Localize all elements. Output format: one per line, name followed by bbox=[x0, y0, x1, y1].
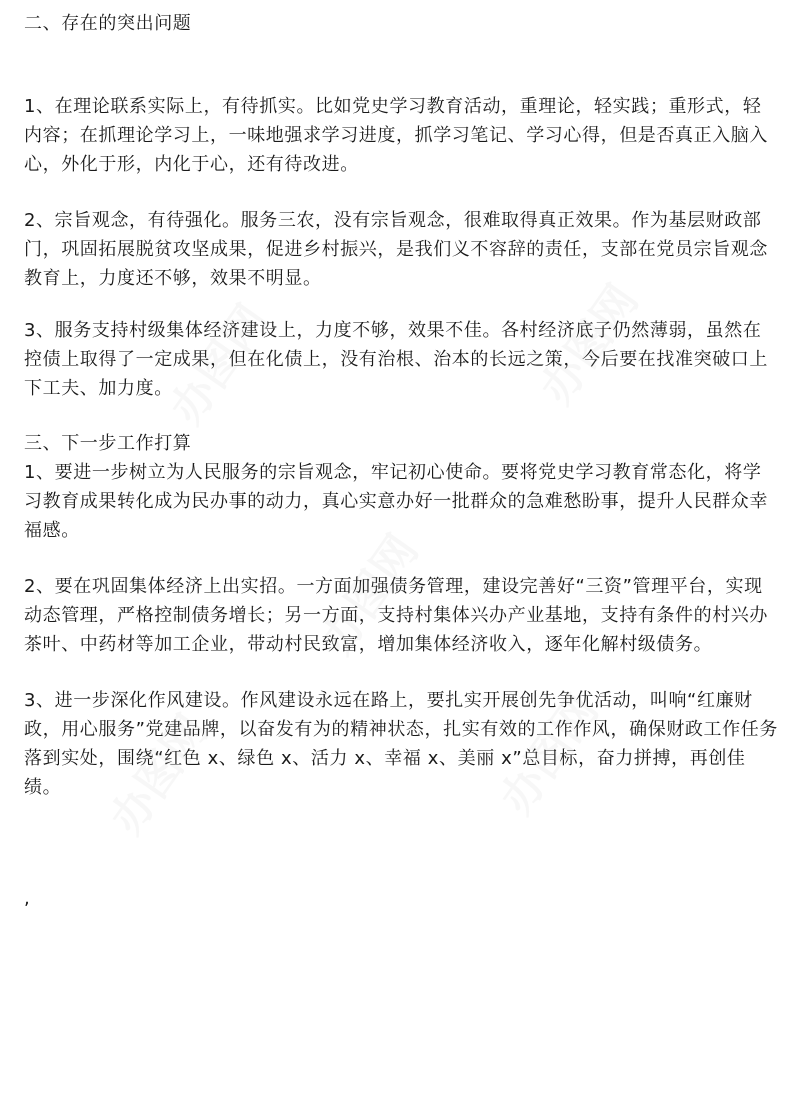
paragraph-problem-3: 3、服务支持村级集体经济建设上，力度不够，效果不佳。各村经济底子仍然薄弱，虽然在控债上取得了一定成果，但在化债上，没有治根、治本的长远之策，今后要在找准突破口上下工夫、加力度。 bbox=[24, 320, 768, 399]
watermark: 办图网 bbox=[490, 685, 609, 824]
paragraph-plan-2: 2、要在巩固集体经济上出实招。一方面加强债务管理，建设完善好“三资”管理平台，实现动态管理，严格控制债务增长；另一方面，支持村集体兴办产业基地，支持有条件的村兴办茶叶、中药材等加工企业，带动村民致富，增加集体经济收入，逐年化解村级债务。 bbox=[24, 576, 768, 655]
section-heading-problems: 二、存在的突出问题 bbox=[24, 13, 192, 34]
watermark: 办图网 bbox=[310, 525, 429, 664]
paragraph-plan-3: 3、进一步深化作风建设。作风建设永远在路上，要扎实开展创先争优活动，叫响“红廉财政，用心服务”党建品牌，以奋发有为的精神状态，扎实有效的工作作风，确保财政工作任务落到实处，围绕“红色 x、绿色 x、活力 x、幸福 x、美丽 x”总目标，奋力拼搏，再创佳绩。 bbox=[24, 690, 778, 798]
paragraph-problem-1: 1、在理论联系实际上，有待抓实。比如党史学习教育活动，重理论，轻实践；重形式，轻内容；在抓理论学习上，一味地强求学习进度，抓学习笔记、学习心得，但是否真正入脑入心，外化于形，内化于心，还有待改进。 bbox=[24, 96, 768, 175]
watermark: 办图网 bbox=[100, 705, 219, 844]
trailing-mark: , bbox=[24, 888, 31, 909]
watermark: 办图网 bbox=[160, 295, 279, 434]
paragraph-problem-2: 2、宗旨观念，有待强化。服务三农，没有宗旨观念，很难取得真正效果。作为基层财政部门，巩固拓展脱贫攻坚成果，促进乡村振兴，是我们义不容辞的责任，支部在党员宗旨观念教育上，力度还不够，效果不明显。 bbox=[24, 210, 768, 289]
cutoff-line bbox=[24, 0, 784, 2]
watermark: 办图网 bbox=[530, 275, 649, 414]
paragraph-plan-1: 1、要进一步树立为人民服务的宗旨观念，牢记初心使命。要将党史学习教育常态化，将学习教育成果转化成为民办事的动力，真心实意办好一批群众的急难愁盼事，提升人民群众幸福感。 bbox=[24, 462, 768, 541]
section-heading-next-steps: 三、下一步工作打算 bbox=[24, 433, 192, 454]
